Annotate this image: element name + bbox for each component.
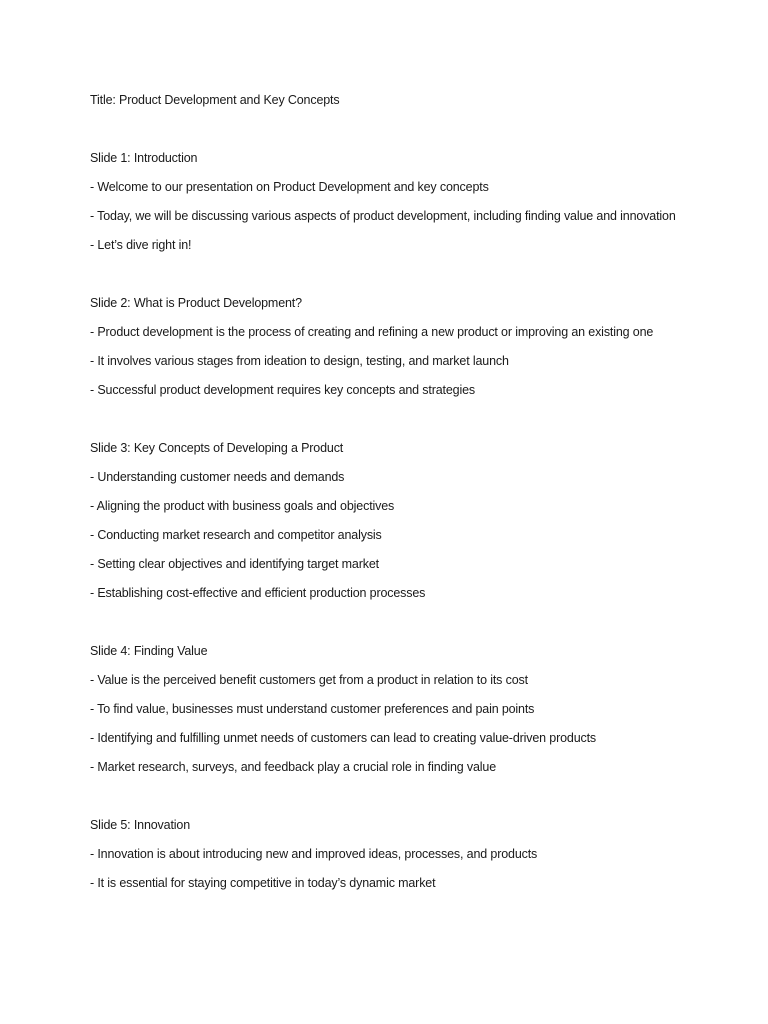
slide-1-bullet-2: - Today, we will be discussing various aspects of product development, including finding value and innovation (90, 209, 676, 223)
document-page (90, 90, 690, 893)
slide-3-bullet-4: - Setting clear objectives and identifying target market (90, 557, 379, 571)
slide-3-heading: Slide 3: Key Concepts of Developing a Product (90, 441, 344, 455)
slide-4-bullet-2: - To find value, businesses must understand customer preferences and pain points (90, 702, 535, 716)
slide-5-bullet-1: - Innovation is about introducing new and improved ideas, processes, and products (90, 847, 538, 861)
slide-5-heading: Slide 5: Innovation (90, 818, 191, 832)
slide-1-bullet-1: - Welcome to our presentation on Product Development and key concepts (90, 180, 489, 194)
slide-3-bullet-3: - Conducting market research and competitor analysis (90, 528, 382, 542)
slide-3-bullet-1: - Understanding customer needs and demands (90, 470, 345, 484)
slide-4-bullet-4: - Market research, surveys, and feedback play a crucial role in finding value (90, 760, 497, 774)
slide-4-bullet-3: - Identifying and fulfilling unmet needs of customers can lead to creating value-driven products (90, 731, 597, 745)
document-title: Title: Product Development and Key Concepts (90, 93, 340, 107)
slide-2-heading: Slide 2: What is Product Development? (90, 296, 302, 310)
slide-1-bullet-3: - Let’s dive right in! (90, 238, 192, 252)
slide-4-bullet-1: - Value is the perceived benefit customers get from a product in relation to its cost (90, 673, 528, 687)
slide-2-section (90, 293, 690, 400)
slide-3-bullet-2: - Aligning the product with business goals and objectives (90, 499, 395, 513)
slide-2-bullet-2: - It involves various stages from ideation to design, testing, and market launch (90, 354, 509, 368)
slide-5-section (90, 815, 690, 893)
slide-3-bullet-5: - Establishing cost-effective and efficient production processes (90, 586, 426, 600)
slide-2-bullet-3: - Successful product development requires key concepts and strategies (90, 383, 475, 397)
slide-4-section (90, 641, 690, 777)
slide-5-bullet-2: - It is essential for staying competitive in today’s dynamic market (90, 876, 436, 890)
slide-4-heading: Slide 4: Finding Value (90, 644, 208, 658)
slide-3-section (90, 438, 690, 603)
slide-1-section (90, 148, 690, 255)
slide-1-heading: Slide 1: Introduction (90, 151, 198, 165)
slide-2-bullet-1: - Product development is the process of creating and refining a new product or improving an existing one (90, 325, 654, 339)
